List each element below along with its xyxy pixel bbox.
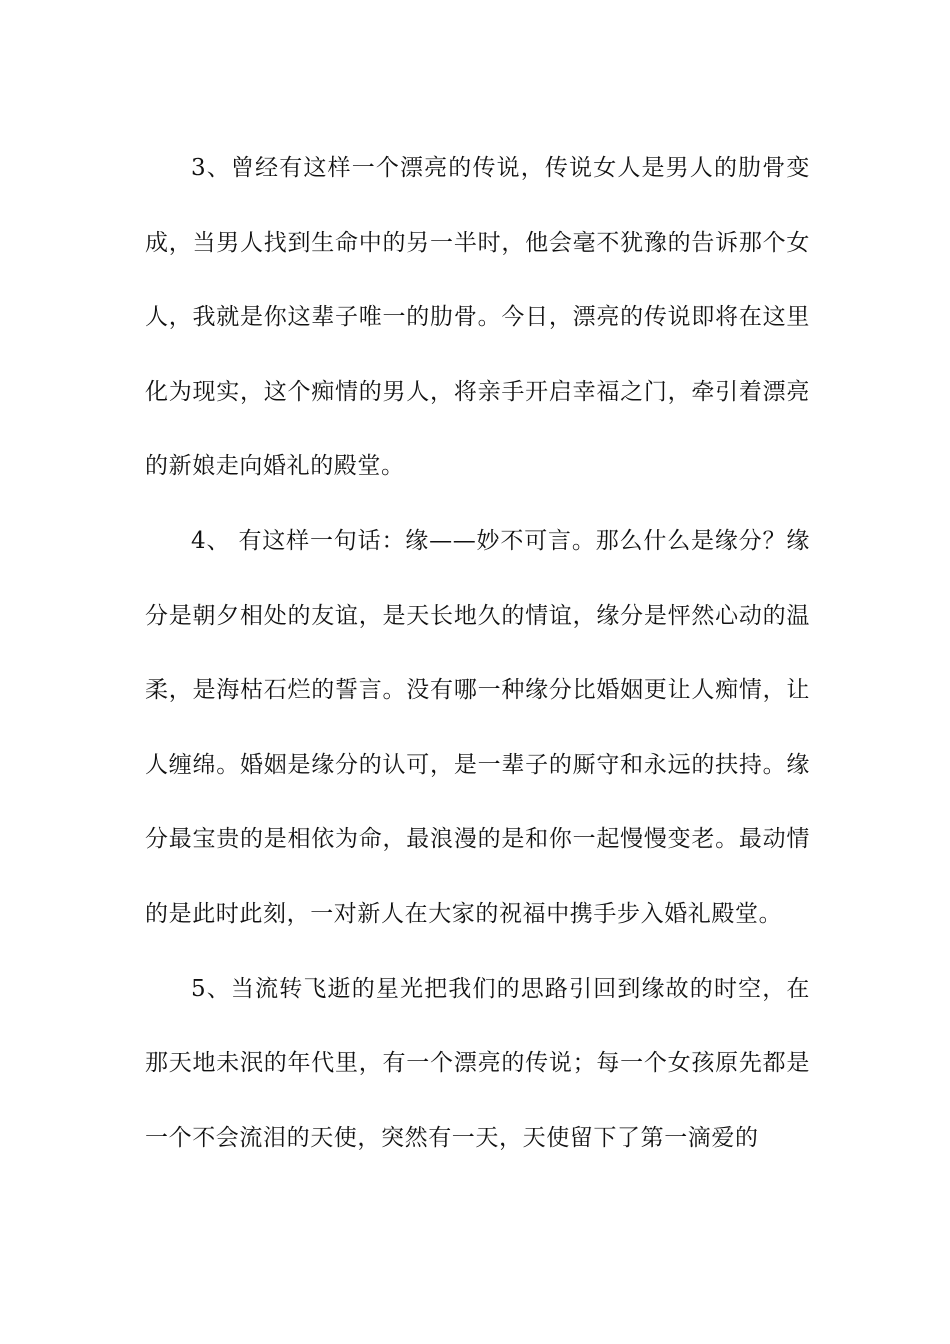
document-body [145, 131, 810, 1175]
paragraph-3: 3、曾经有这样一个漂亮的传说，传说女人是男人的肋骨变成，当男人找到生命中的另一半时，他会毫不犹豫的告诉那个女人，我就是你这辈子唯一的肋骨。今日，漂亮的传说即将在这里化为现实，这个痴情的男人，将亲手开启幸福之门，牵引着漂亮的新娘走向婚礼的殿堂。 [145, 155, 810, 480]
paragraph-5: 5、当流转飞逝的星光把我们的思路引回到缘故的时空，在那天地未泯的年代里，有一个漂亮的传说；每一个女孩原先都是一个不会流泪的天使，突然有一天，天使留下了第一滴爱的 [145, 975, 810, 1151]
paragraph-4: 4、 有这样一句话：缘——妙不可言。那么什么是缘分？缘分是朝夕相处的友谊，是天长地久的情谊，缘分是怦然心动的温柔，是海枯石烂的誓言。没有哪一种缘分比婚姻更让人痴情，让人缠绵。婚姻是缘分的认可，是一辈子的厮守和永远的扶持。缘分最宝贵的是相依为命，最浪漫的是和你一起慢慢变老。最动情的是此时此刻，一对新人在大家的祝福中携手步入婚礼殿堂。 [145, 527, 810, 927]
